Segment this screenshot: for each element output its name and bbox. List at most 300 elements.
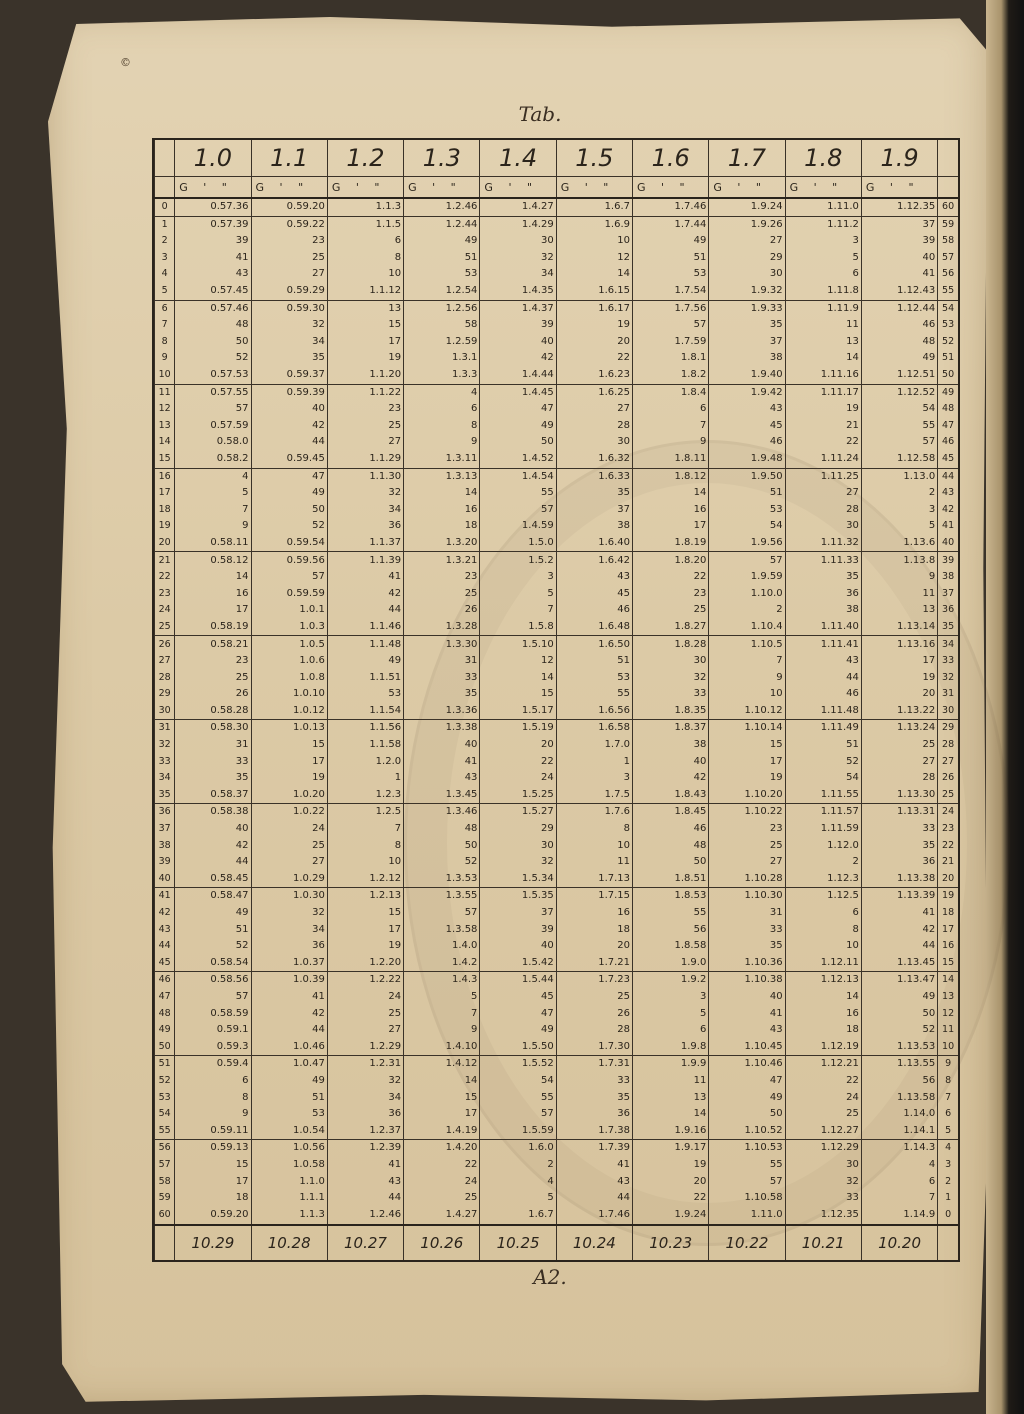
- table-cell: 6: [785, 905, 861, 922]
- table-cell: 37: [861, 216, 937, 233]
- table-cell: 55: [556, 686, 632, 703]
- table-cell: 1.9.24: [633, 1207, 709, 1225]
- table-row: [155, 754, 959, 771]
- table-cell: 1.1.56: [327, 720, 403, 737]
- table-cell: 1.13.30: [861, 787, 937, 804]
- table-row: [155, 1073, 959, 1090]
- table-cell: 1.10.22: [709, 804, 785, 821]
- table-cell: 56: [861, 1073, 937, 1090]
- table-row: [155, 233, 959, 250]
- row-number-left: 4: [155, 266, 175, 283]
- row-number-left: 28: [155, 670, 175, 687]
- row-number-right: 33: [938, 653, 958, 670]
- table-cell: 43: [556, 569, 632, 586]
- row-number-left: 56: [155, 1140, 175, 1157]
- table-cell: 1.11.0: [785, 198, 861, 216]
- table-cell: 4: [480, 1173, 556, 1190]
- table-cell: 1.6.50: [556, 636, 632, 653]
- table-cell: 40: [175, 821, 251, 838]
- row-number-left: 40: [155, 871, 175, 888]
- table-cell: 0.59.37: [251, 367, 327, 384]
- table-cell: 1.5.25: [480, 787, 556, 804]
- table-cell: 48: [404, 821, 480, 838]
- row-number-right: 29: [938, 720, 958, 737]
- row-number-left: 7: [155, 317, 175, 334]
- row-number-left: 19: [155, 518, 175, 535]
- row-number-right: 14: [938, 972, 958, 989]
- table-row: [155, 198, 959, 216]
- table-row: [155, 787, 959, 804]
- table-cell: 26: [175, 686, 251, 703]
- table-cell: 1.1.29: [327, 451, 403, 468]
- table-cell: 0.58.45: [175, 871, 251, 888]
- table-cell: 1.7.59: [633, 334, 709, 351]
- table-row: [155, 1190, 959, 1207]
- table-cell: 1.10.4: [709, 619, 785, 636]
- row-number-left: 57: [155, 1157, 175, 1174]
- table-cell: 53: [633, 266, 709, 283]
- table-cell: 18: [404, 518, 480, 535]
- row-number-right: 4: [938, 1140, 958, 1157]
- table-cell: 1.2.3: [327, 787, 403, 804]
- row-number-left: 22: [155, 569, 175, 586]
- table-cell: 47: [251, 468, 327, 485]
- table-cell: 1.4.44: [480, 367, 556, 384]
- table-cell: 27: [709, 233, 785, 250]
- row-number-left: 13: [155, 418, 175, 435]
- column-header-row: [155, 140, 959, 177]
- row-number-right: 52: [938, 334, 958, 351]
- table-cell: 1.10.5: [709, 636, 785, 653]
- row-number-left: 27: [155, 653, 175, 670]
- table-cell: 34: [251, 334, 327, 351]
- table-cell: 37: [709, 334, 785, 351]
- table-row: [155, 1089, 959, 1106]
- table-cell: 25: [556, 989, 632, 1006]
- table-cell: 46: [785, 686, 861, 703]
- row-number-right: 58: [938, 233, 958, 250]
- table-cell: 42: [480, 350, 556, 367]
- table-cell: 9: [175, 518, 251, 535]
- table-cell: 40: [404, 737, 480, 754]
- table-cell: 1.7.46: [633, 198, 709, 216]
- table-cell: 0.59.1: [175, 1022, 251, 1039]
- table-cell: 1.6.25: [556, 384, 632, 401]
- table-cell: 2: [709, 602, 785, 619]
- table-row: [155, 502, 959, 519]
- table-cell: 9: [404, 434, 480, 451]
- table-row: [155, 266, 959, 283]
- table-cell: 0.59.3: [175, 1039, 251, 1056]
- table-cell: 1.3.21: [404, 552, 480, 569]
- table-cell: 1.3.3: [404, 367, 480, 384]
- table-cell: 1.8.2: [633, 367, 709, 384]
- table-cell: 0.59.20: [251, 198, 327, 216]
- table-row: [155, 317, 959, 334]
- table-row: [155, 804, 959, 821]
- table-cell: 1.3.58: [404, 922, 480, 939]
- table-cell: 47: [480, 1006, 556, 1023]
- corner-cell: [938, 1225, 958, 1260]
- table-cell: 19: [327, 350, 403, 367]
- table-cell: 10: [327, 266, 403, 283]
- table-cell: 1.3.11: [404, 451, 480, 468]
- table-cell: 13: [327, 300, 403, 317]
- table-cell: 1.7.5: [556, 787, 632, 804]
- row-number-right: 5: [938, 1123, 958, 1140]
- row-number-left: 23: [155, 586, 175, 603]
- row-number-left: 55: [155, 1123, 175, 1140]
- table-cell: 14: [556, 266, 632, 283]
- table-cell: 45: [480, 989, 556, 1006]
- row-number-left: 17: [155, 485, 175, 502]
- table-cell: 1.2.37: [327, 1123, 403, 1140]
- table-cell: 46: [861, 317, 937, 334]
- row-number-right: 7: [938, 1089, 958, 1106]
- table-cell: 28: [785, 502, 861, 519]
- table-cell: 1.4.29: [480, 216, 556, 233]
- row-number-left: 52: [155, 1073, 175, 1090]
- table-cell: 55: [709, 1157, 785, 1174]
- row-number-left: 30: [155, 703, 175, 720]
- table-cell: 17: [251, 754, 327, 771]
- table-cell: 1.11.33: [785, 552, 861, 569]
- row-number-right: 6: [938, 1106, 958, 1123]
- row-number-right: 9: [938, 1056, 958, 1073]
- table-row: [155, 334, 959, 351]
- table-cell: 51: [175, 922, 251, 939]
- table-cell: 5: [480, 1190, 556, 1207]
- table-cell: 1.1.3: [327, 198, 403, 216]
- table-cell: 14: [175, 569, 251, 586]
- row-number-left: 35: [155, 787, 175, 804]
- table-cell: 31: [709, 905, 785, 922]
- table-cell: 1.10.20: [709, 787, 785, 804]
- table-cell: 1.13.55: [861, 1056, 937, 1073]
- table-row: [155, 905, 959, 922]
- table-cell: 39: [175, 233, 251, 250]
- table-cell: 40: [709, 989, 785, 1006]
- table-cell: 6: [404, 401, 480, 418]
- table-cell: 0.57.46: [175, 300, 251, 317]
- table-cell: 7: [633, 418, 709, 435]
- table-cell: 34: [327, 502, 403, 519]
- table-cell: 57: [404, 905, 480, 922]
- row-number-left: 31: [155, 720, 175, 737]
- table-cell: 1.4.59: [480, 518, 556, 535]
- column-header: 1.3: [404, 140, 480, 177]
- table-cell: 1.6.40: [556, 535, 632, 552]
- footer-cell: 10.20: [861, 1225, 937, 1260]
- table-cell: 50: [480, 434, 556, 451]
- table-cell: 51: [251, 1089, 327, 1106]
- table-row: [155, 1140, 959, 1157]
- table-cell: 1.2.12: [327, 871, 403, 888]
- table-cell: 1.12.27: [785, 1123, 861, 1140]
- table-cell: 1.4.12: [404, 1056, 480, 1073]
- table-cell: 1.0.56: [251, 1140, 327, 1157]
- table-cell: 1.9.48: [709, 451, 785, 468]
- table-row: [155, 569, 959, 586]
- table-cell: 16: [785, 1006, 861, 1023]
- table-cell: 49: [480, 418, 556, 435]
- table-row: [155, 989, 959, 1006]
- row-number-right: 46: [938, 434, 958, 451]
- table-cell: 46: [709, 434, 785, 451]
- table-cell: 33: [633, 686, 709, 703]
- table-cell: 1.13.6: [861, 535, 937, 552]
- table-cell: 38: [633, 737, 709, 754]
- table-cell: 24: [480, 770, 556, 787]
- table-cell: 22: [480, 754, 556, 771]
- table-cell: 15: [175, 1157, 251, 1174]
- table-cell: 16: [175, 586, 251, 603]
- table-cell: 1.3.30: [404, 636, 480, 653]
- table-cell: 14: [633, 1106, 709, 1123]
- table-cell: 1.12.5: [785, 888, 861, 905]
- table-cell: 0.59.39: [251, 384, 327, 401]
- row-number-right: 35: [938, 619, 958, 636]
- table-cell: 1.9.2: [633, 972, 709, 989]
- unit-header: G ' ": [251, 177, 327, 199]
- table-cell: 1.5.52: [480, 1056, 556, 1073]
- table-row: [155, 619, 959, 636]
- table-cell: 1.10.0: [709, 586, 785, 603]
- table-cell: 10: [785, 938, 861, 955]
- row-number-right: 12: [938, 1006, 958, 1023]
- table-cell: 35: [175, 770, 251, 787]
- table-cell: 0.57.53: [175, 367, 251, 384]
- table-cell: 33: [175, 754, 251, 771]
- table-cell: 32: [251, 905, 327, 922]
- table-cell: 1.1.37: [327, 535, 403, 552]
- table-cell: 1.12.58: [861, 451, 937, 468]
- table-cell: 0.59.56: [251, 552, 327, 569]
- table-cell: 1.6.58: [556, 720, 632, 737]
- table-cell: 11: [556, 854, 632, 871]
- row-number-left: 3: [155, 250, 175, 267]
- table-cell: 1.11.32: [785, 535, 861, 552]
- table-cell: 36: [327, 1106, 403, 1123]
- table-cell: 47: [480, 401, 556, 418]
- table-cell: 17: [709, 754, 785, 771]
- row-number-right: 41: [938, 518, 958, 535]
- row-number-left: 26: [155, 636, 175, 653]
- table-cell: 1.6.0: [480, 1140, 556, 1157]
- row-number-right: 44: [938, 468, 958, 485]
- table-cell: 1.2.59: [404, 334, 480, 351]
- row-number-right: 10: [938, 1039, 958, 1056]
- row-number-right: 60: [938, 198, 958, 216]
- table-cell: 27: [785, 485, 861, 502]
- table-cell: 54: [709, 518, 785, 535]
- table-cell: 17: [175, 1173, 251, 1190]
- table-cell: 41: [327, 1157, 403, 1174]
- row-number-right: 56: [938, 266, 958, 283]
- table-row: [155, 300, 959, 317]
- table-cell: 0.59.4: [175, 1056, 251, 1073]
- row-number-right: 1: [938, 1190, 958, 1207]
- table-cell: 1.9.8: [633, 1039, 709, 1056]
- table-cell: 0.58.56: [175, 972, 251, 989]
- table-cell: 1.9.33: [709, 300, 785, 317]
- unit-header-row: [155, 177, 959, 199]
- table-cell: 1.0.5: [251, 636, 327, 653]
- row-number-right: 51: [938, 350, 958, 367]
- row-number-left: 39: [155, 854, 175, 871]
- row-number-left: 2: [155, 233, 175, 250]
- row-number-right: 30: [938, 703, 958, 720]
- row-number-left: 42: [155, 905, 175, 922]
- table-cell: 44: [861, 938, 937, 955]
- footer-cell: 10.21: [785, 1225, 861, 1260]
- table-cell: 1.10.45: [709, 1039, 785, 1056]
- table-cell: 1.2.46: [327, 1207, 403, 1225]
- table-cell: 1.5.44: [480, 972, 556, 989]
- table-cell: 20: [480, 737, 556, 754]
- row-number-right: 55: [938, 283, 958, 300]
- table-cell: 1.12.13: [785, 972, 861, 989]
- footer-cell: 10.25: [480, 1225, 556, 1260]
- table-cell: 42: [175, 838, 251, 855]
- table-cell: 1.7.6: [556, 804, 632, 821]
- table-row: [155, 972, 959, 989]
- table-cell: 51: [709, 485, 785, 502]
- table-cell: 1.12.51: [861, 367, 937, 384]
- table-cell: 1.11.48: [785, 703, 861, 720]
- table-cell: 1.1.48: [327, 636, 403, 653]
- table-cell: 37: [480, 905, 556, 922]
- table-cell: 57: [480, 502, 556, 519]
- row-number-left: 38: [155, 838, 175, 855]
- table-cell: 40: [633, 754, 709, 771]
- row-number-right: 49: [938, 384, 958, 401]
- table-row: [155, 552, 959, 569]
- table-cell: 1.4.3: [404, 972, 480, 989]
- table-cell: 0.58.28: [175, 703, 251, 720]
- table-cell: 42: [861, 922, 937, 939]
- table-cell: 1.0.20: [251, 787, 327, 804]
- table-cell: 1.11.25: [785, 468, 861, 485]
- table-cell: 28: [556, 1022, 632, 1039]
- table-cell: 1.5.19: [480, 720, 556, 737]
- row-number-left: 32: [155, 737, 175, 754]
- table-cell: 17: [861, 653, 937, 670]
- table-cell: 1.2.20: [327, 955, 403, 972]
- table-cell: 50: [709, 1106, 785, 1123]
- table-cell: 14: [480, 670, 556, 687]
- table-cell: 34: [251, 922, 327, 939]
- table-cell: 0.59.13: [175, 1140, 251, 1157]
- table-cell: 2: [861, 485, 937, 502]
- row-number-right: 39: [938, 552, 958, 569]
- row-number-left: 6: [155, 300, 175, 317]
- table-cell: 9: [404, 1022, 480, 1039]
- table-cell: 1.2.56: [404, 300, 480, 317]
- table-cell: 1.4.27: [404, 1207, 480, 1225]
- table-cell: 44: [175, 854, 251, 871]
- table-cell: 1.4.54: [480, 468, 556, 485]
- row-number-left: 8: [155, 334, 175, 351]
- table-cell: 21: [785, 418, 861, 435]
- table-cell: 14: [785, 989, 861, 1006]
- table-cell: 1.1.5: [327, 216, 403, 233]
- table-cell: 57: [709, 1173, 785, 1190]
- table-cell: 51: [785, 737, 861, 754]
- table-cell: 1.1.39: [327, 552, 403, 569]
- ephemeris-table: [154, 140, 958, 1260]
- table-cell: 57: [251, 569, 327, 586]
- column-header: 1.5: [556, 140, 632, 177]
- table-cell: 53: [327, 686, 403, 703]
- table-cell: 1.9.9: [633, 1056, 709, 1073]
- row-number-right: 50: [938, 367, 958, 384]
- table-cell: 3: [785, 233, 861, 250]
- table-cell: 1.9.32: [709, 283, 785, 300]
- table-cell: 5: [633, 1006, 709, 1023]
- footer-cell: 10.29: [175, 1225, 251, 1260]
- row-number-left: 48: [155, 1006, 175, 1023]
- table-cell: 8: [785, 922, 861, 939]
- row-number-right: 8: [938, 1073, 958, 1090]
- table-cell: 22: [785, 1073, 861, 1090]
- table-cell: 7: [175, 502, 251, 519]
- table-cell: 35: [861, 838, 937, 855]
- table-cell: 1.5.42: [480, 955, 556, 972]
- table-cell: 19: [251, 770, 327, 787]
- table-cell: 50: [175, 334, 251, 351]
- table-cell: 49: [861, 989, 937, 1006]
- row-number-right: 11: [938, 1022, 958, 1039]
- table-cell: 1.13.31: [861, 804, 937, 821]
- table-cell: 46: [556, 602, 632, 619]
- row-number-left: 5: [155, 283, 175, 300]
- table-cell: 30: [785, 518, 861, 535]
- table-row: [155, 1056, 959, 1073]
- table-cell: 50: [251, 502, 327, 519]
- table-cell: 1.2.5: [327, 804, 403, 821]
- table-cell: 1.3.20: [404, 535, 480, 552]
- column-header: 1.2: [327, 140, 403, 177]
- table-cell: 1.6.32: [556, 451, 632, 468]
- row-number-left: 60: [155, 1207, 175, 1225]
- table-cell: 14: [404, 1073, 480, 1090]
- table-cell: 0.57.39: [175, 216, 251, 233]
- table-cell: 35: [785, 569, 861, 586]
- footer-cell: 10.24: [556, 1225, 632, 1260]
- table-row: [155, 1207, 959, 1225]
- row-number-left: 10: [155, 367, 175, 384]
- table-cell: 1.7.23: [556, 972, 632, 989]
- table-cell: 49: [251, 485, 327, 502]
- table-cell: 1.6.56: [556, 703, 632, 720]
- table-cell: 1.13.47: [861, 972, 937, 989]
- table-cell: 5: [861, 518, 937, 535]
- table-cell: 15: [251, 737, 327, 754]
- table-cell: 1.6.9: [556, 216, 632, 233]
- table-cell: 1: [327, 770, 403, 787]
- table-cell: 42: [251, 418, 327, 435]
- table-cell: 1.0.37: [251, 955, 327, 972]
- table-cell: 57: [709, 552, 785, 569]
- table-cell: 53: [251, 1106, 327, 1123]
- table-cell: 9: [709, 670, 785, 687]
- table-cell: 1.4.10: [404, 1039, 480, 1056]
- table-cell: 51: [404, 250, 480, 267]
- table-cell: 35: [709, 317, 785, 334]
- table-cell: 15: [709, 737, 785, 754]
- table-cell: 35: [556, 1089, 632, 1106]
